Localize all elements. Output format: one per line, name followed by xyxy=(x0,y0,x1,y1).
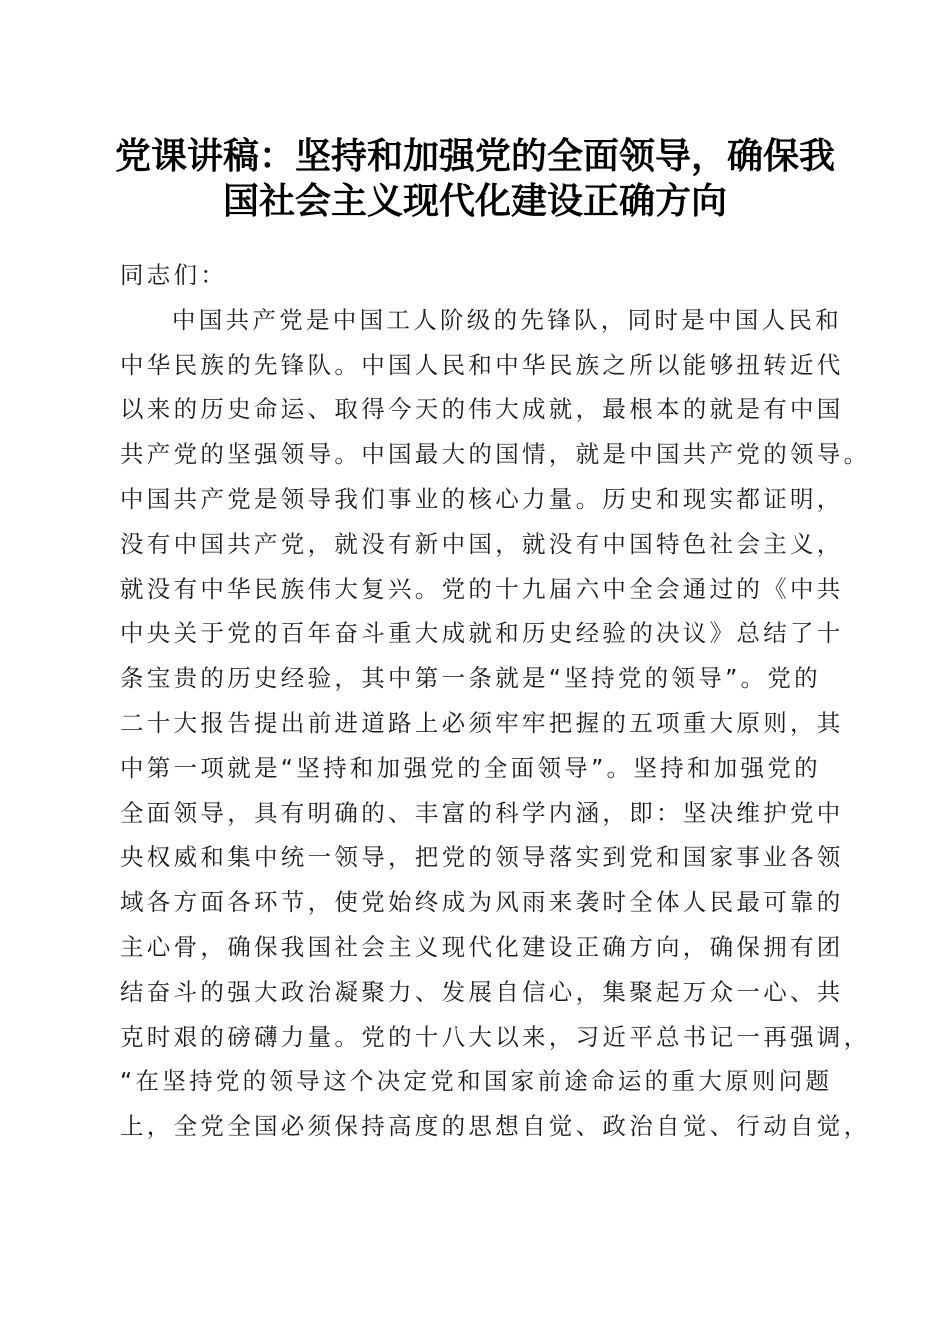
paragraph-line: 全面领导，具有明确的、丰富的科学内涵，即：坚决维护党中 xyxy=(120,798,844,827)
paragraph-line: 中第一项就是“坚持和加强党的全面领导”。坚持和加强党的 xyxy=(120,753,821,782)
document-title xyxy=(100,134,850,224)
paragraph-line: 就没有中华民族伟大复兴。党的十九届六中全会通过的《中共 xyxy=(120,574,844,603)
paragraph-line: 二十大报告提出前进道路上必须牢牢把握的五项重大原则，其 xyxy=(120,708,844,737)
paragraph-line: 上，全党全国必须保持高度的思想自觉、政治自觉、行动自觉， xyxy=(120,1112,871,1141)
title-line-1: 党课讲稿：坚持和加强党的全面领导，确保我 xyxy=(114,135,835,177)
paragraph-line: 条宝贵的历史经验，其中第一条就是“坚持党的领导”。党的 xyxy=(120,664,821,693)
paragraph-line: 中国共产党是中国工人阶级的先锋队，同时是中国人民和 xyxy=(172,305,842,334)
paragraph-line: 中华民族的先锋队。中国人民和中华民族之所以能够扭转近代 xyxy=(120,350,844,379)
paragraph-line: 主心骨，确保我国社会主义现代化建设正确方向，确保拥有团 xyxy=(120,932,844,961)
paragraph-line: 共产党的坚强领导。中国最大的国情，就是中国共产党的领导。 xyxy=(120,440,871,469)
document-body xyxy=(120,253,871,1149)
paragraph-line: 中央关于党的百年奋斗重大成就和历史经验的决议》总结了十 xyxy=(120,619,844,648)
paragraph-line: 没有中国共产党，就没有新中国，就没有中国特色社会主义， xyxy=(120,529,844,558)
paragraph-line: 域各方面各环节，使党始终成为风雨来袭时全体人民最可靠的 xyxy=(120,888,844,917)
paragraph-line: “在坚持党的领导这个决定党和国家前途命运的重大原则问题 xyxy=(120,1067,833,1096)
paragraph-line: 克时艰的磅礴力量。党的十八大以来，习近平总书记一再强调， xyxy=(120,1022,871,1051)
paragraph-line: 中国共产党是领导我们事业的核心力量。历史和现实都证明， xyxy=(120,484,844,513)
paragraph-line: 央权威和集中统一领导，把党的领导落实到党和国家事业各领 xyxy=(120,843,844,872)
paragraph-line: 结奋斗的强大政治凝聚力、发展自信心，集聚起万众一心、共 xyxy=(120,977,844,1006)
paragraph-line: 以来的历史命运、取得今天的伟大成就，最根本的就是有中国 xyxy=(120,395,844,424)
title-line-2: 国社会主义现代化建设正确方向 xyxy=(222,180,727,222)
salutation: 同志们： xyxy=(120,261,228,289)
